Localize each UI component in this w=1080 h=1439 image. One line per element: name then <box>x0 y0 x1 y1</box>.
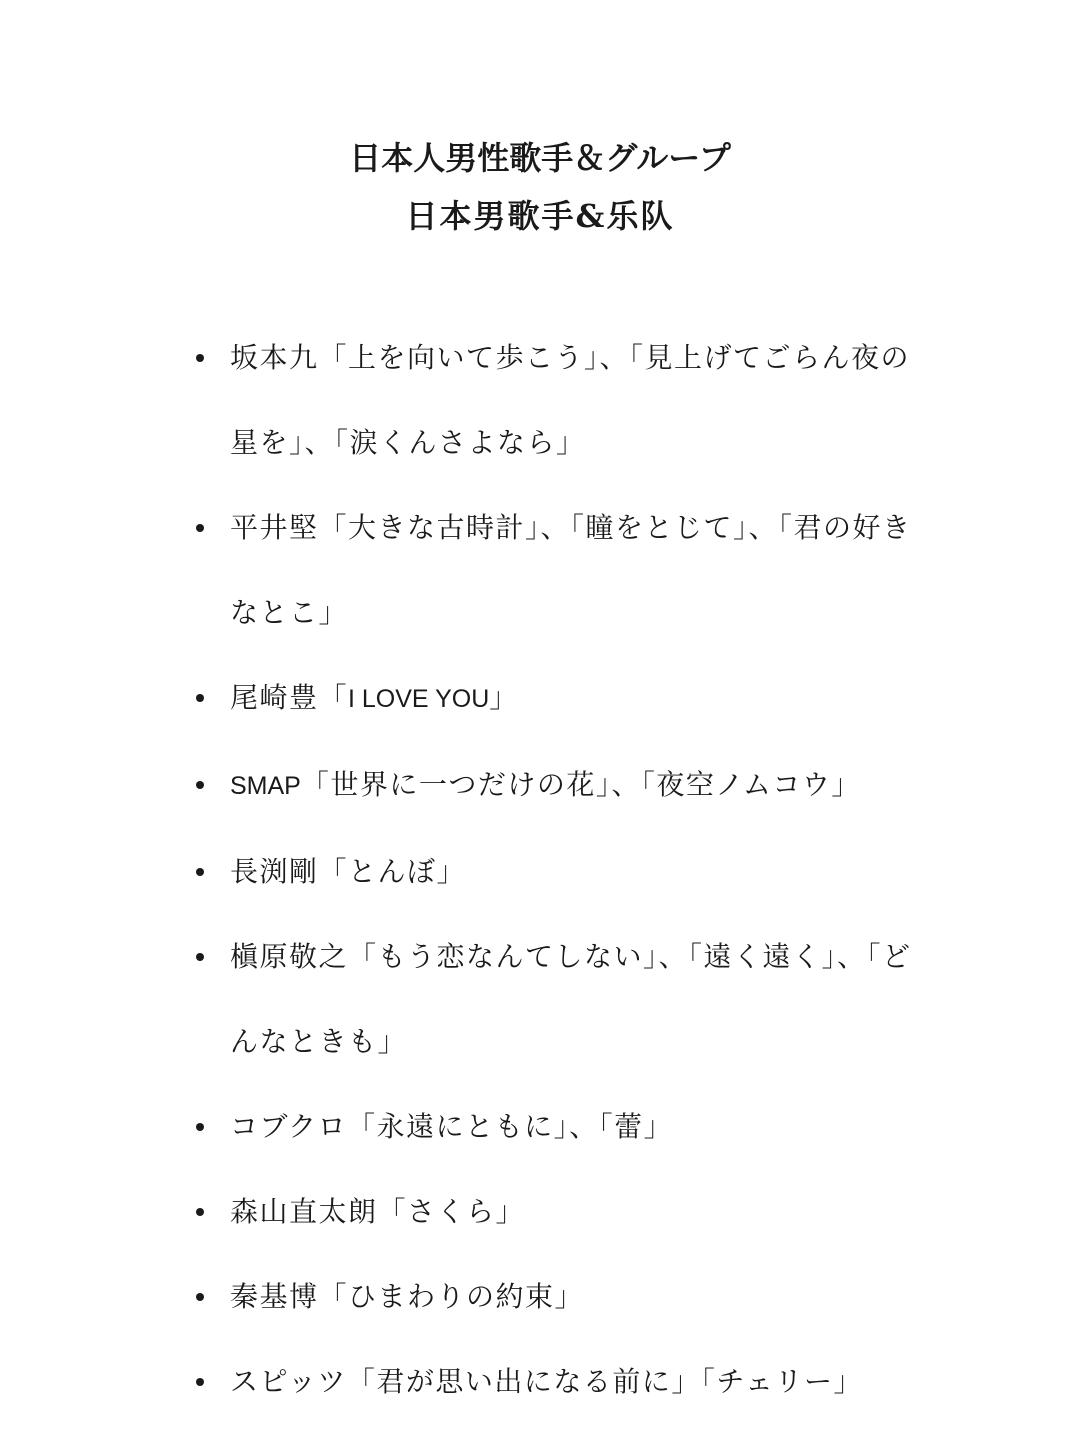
list-item <box>190 1169 935 1254</box>
bullet-icon <box>196 1293 204 1301</box>
list-item <box>190 315 935 485</box>
list-item-text: I LOVE YOU <box>348 685 490 713</box>
list-item <box>190 1339 935 1424</box>
list-item-text: 「世界に一つだけの花」、「夜空ノムコウ」 <box>300 768 861 801</box>
list-item <box>190 655 935 742</box>
list-item-text: 森山直太朗「さくら」 <box>230 1195 526 1228</box>
bullet-icon <box>196 354 204 362</box>
document-title: 日本人男性歌手＆グループ <box>349 139 731 177</box>
list-item <box>190 742 935 829</box>
list-item-text: 秦基博「ひまわりの約束」 <box>230 1280 585 1313</box>
list-item <box>190 914 935 1084</box>
bullet-icon <box>196 694 204 702</box>
bullet-icon <box>196 781 204 789</box>
list-item-text: コブクロ「永遠にともに」、「蕾」 <box>230 1110 674 1143</box>
list-item <box>190 829 935 914</box>
bullet-icon <box>196 524 204 532</box>
list-item-text: 尾崎豊「 <box>230 681 349 714</box>
list-item-text: 坂本九「上を向いて歩こう」、「見上げてごらん夜の星を」、「涙くんさよなら」 <box>230 341 911 459</box>
bullet-icon <box>196 1208 204 1216</box>
list-item <box>190 1254 935 1339</box>
bullet-icon <box>196 1123 204 1131</box>
list-item-text: 」 <box>489 681 519 714</box>
song-list <box>190 315 935 1424</box>
list-item-text: 長渕剛「とんぼ」 <box>230 855 467 888</box>
bullet-icon <box>196 1378 204 1386</box>
bullet-icon <box>196 868 204 876</box>
list-item-text: SMAP <box>230 772 301 800</box>
bullet-icon <box>196 953 204 961</box>
list-item-text: 槇原敬之「もう恋なんてしない」、「遠く遠く」、「どんなときも」 <box>230 940 912 1058</box>
list-item <box>190 1084 935 1169</box>
document-subtitle: 日本男歌手&乐队 <box>405 197 675 235</box>
list-item-text: スピッツ「君が思い出になる前に」「チェリー」 <box>230 1365 864 1398</box>
list-item-text: 平井堅「大きな古時計」、「瞳をとじて」、「君の好きなとこ」 <box>230 511 912 629</box>
list-item <box>190 485 935 655</box>
